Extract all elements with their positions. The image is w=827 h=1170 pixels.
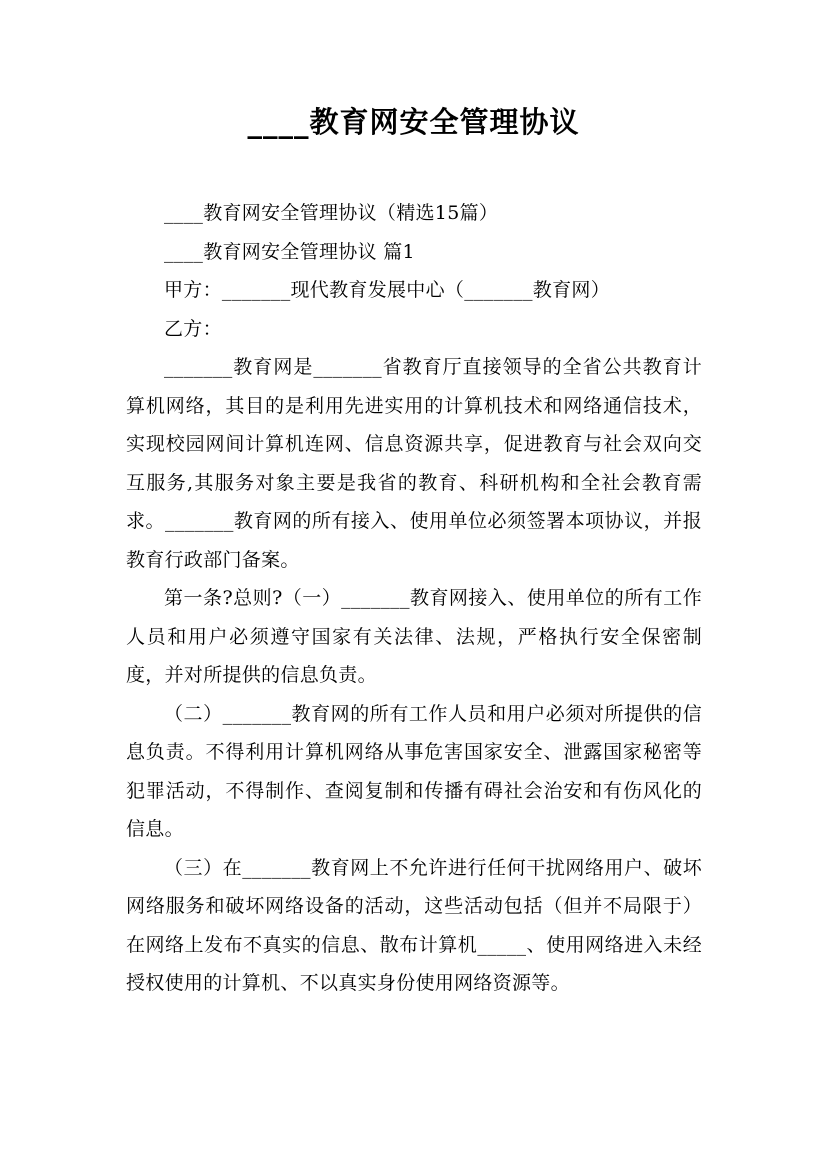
paragraph-party-b: 乙方： — [164, 317, 222, 340]
document-title: ____教育网安全管理协议 — [247, 105, 580, 139]
document-body — [126, 194, 702, 1003]
paragraph-chapter-heading: ____教育网安全管理协议 篇1 — [164, 240, 415, 263]
paragraph-party-a: 甲方：_______现代教育发展中心（_______教育网） — [164, 279, 611, 301]
paragraph-clause-3: （三）在_______教育网上不允许进行任何干扰网络用户、破坏网络服务和破坏网络设备的活动，这些活动包括（但并不局限于）在网络上发布不真实的信息、散布计算机_____、使用网络进入未经授权使用的计算机、不以真实身份使用网络资源等。 — [126, 856, 702, 994]
paragraph-subtitle: ____教育网安全管理协议（精选15篇） — [164, 202, 499, 224]
paragraph-intro: _______教育网是_______省教育厅直接领导的全省公共教育计算机网络，其目的是利用先进实用的计算机技术和网络通信技术，实现校园网间计算机连网、信息资源共享，促进教育与社会双向交互服务,其服务对象主要是我省的教育、科研机构和全社会教育需求。_______教育网的所有接入、使用单位必须签署本项协议，并报教育行政部门备案。 — [126, 356, 702, 571]
paragraph-clause-2: （二）_______教育网的所有工作人员和用户必须对所提供的信息负责。不得利用计算机网络从事危害国家安全、泄露国家秘密等犯罪活动，不得制作、查阅复制和传播有碍社会治安和有伤风化的信息。 — [126, 702, 702, 840]
paragraph-article-1: 第一条?总则?（一）_______教育网接入、使用单位的所有工作人员和用户必须遵守国家有关法律、法规，严格执行安全保密制度，并对所提供的信息负责。 — [126, 587, 702, 686]
